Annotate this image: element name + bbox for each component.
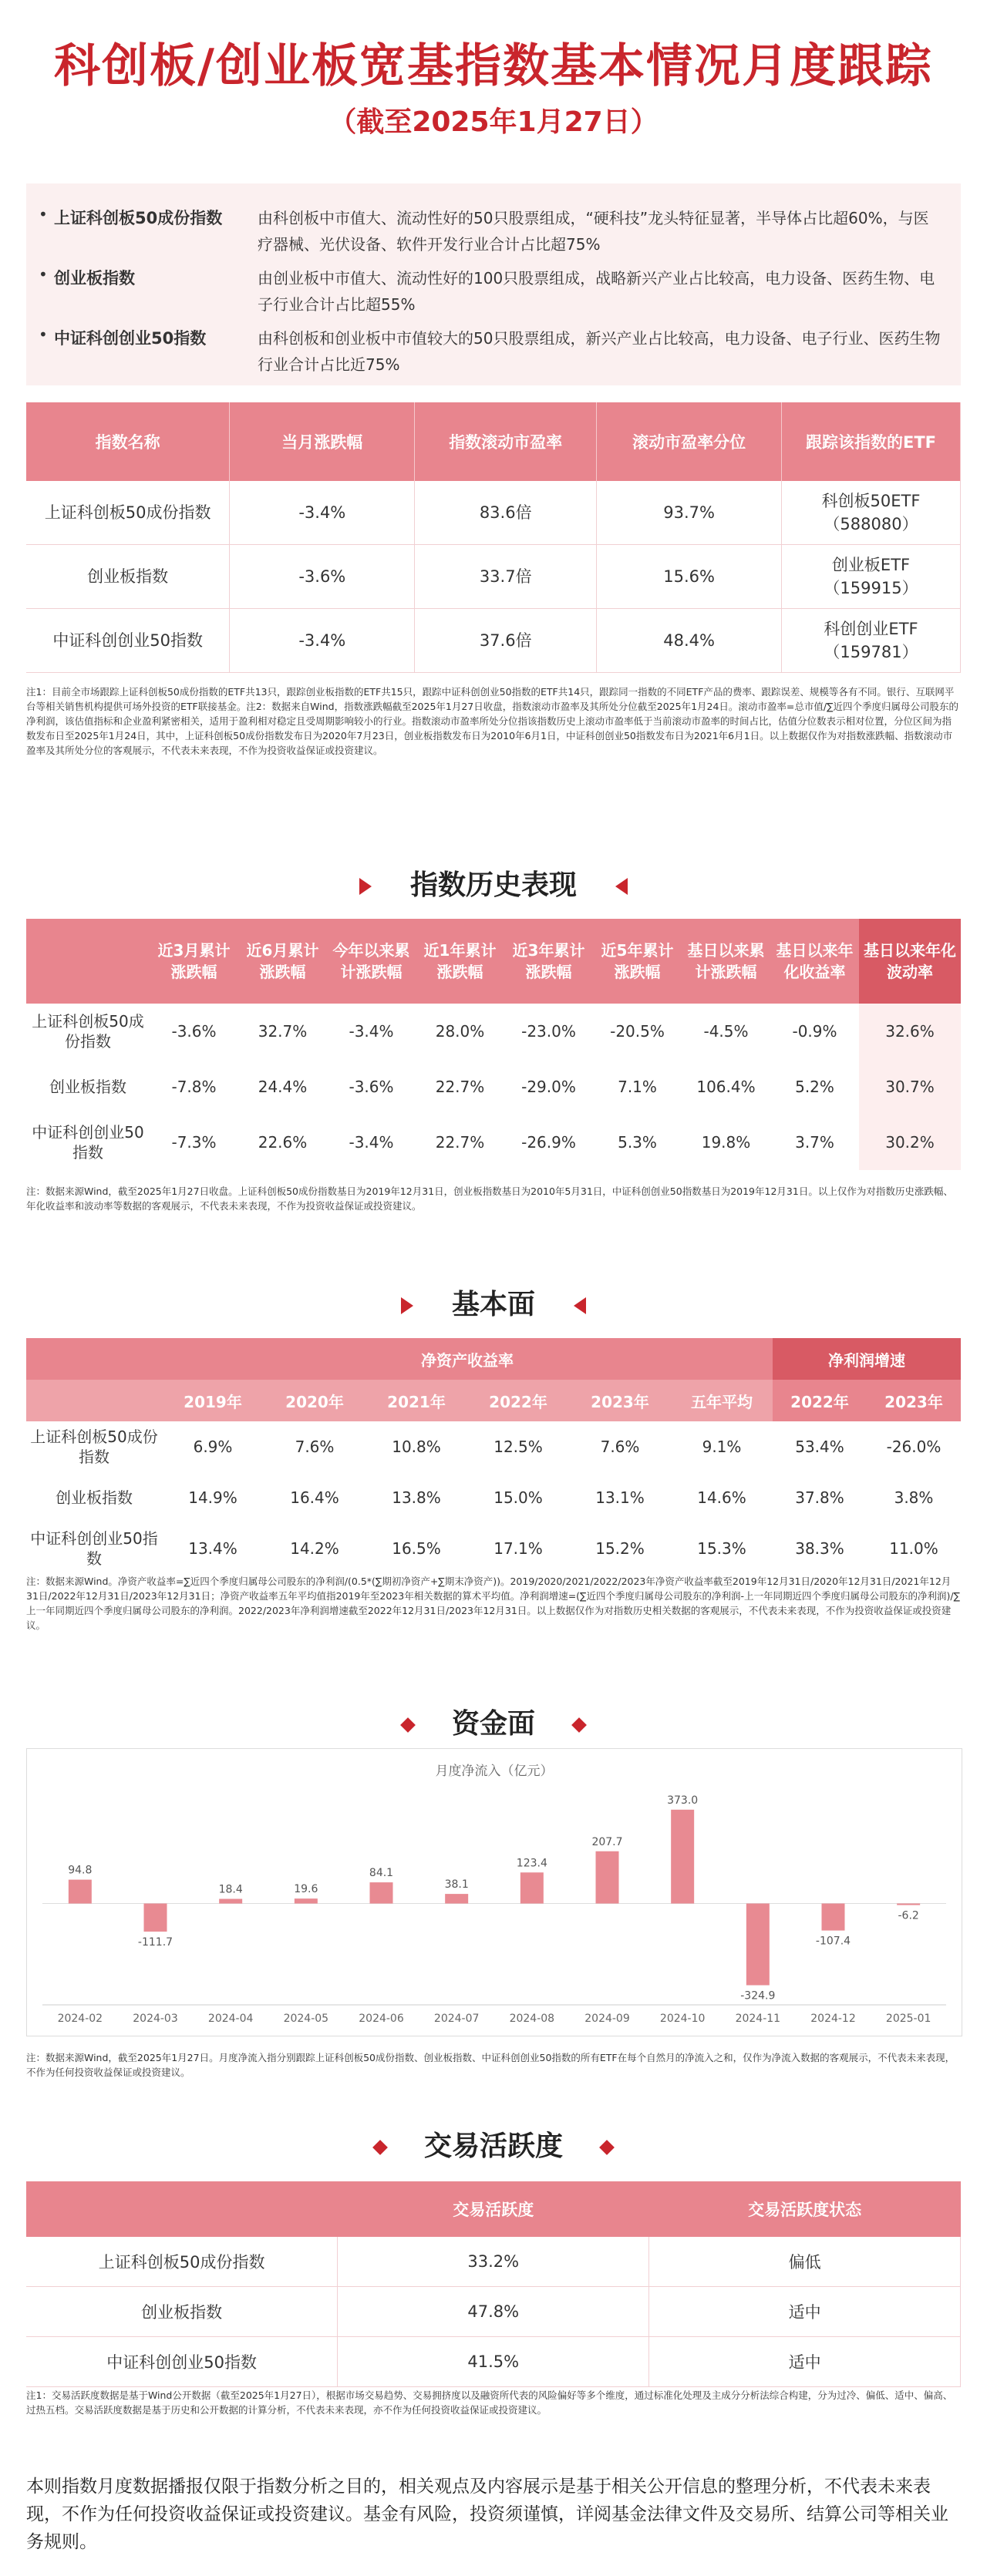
value-cell: -3.6% [171, 1022, 217, 1041]
history-note: 注：数据来源Wind，截至2025年1月27日收盘。上证科创板50成份指数基日为2019年12月31日，创业板指数基日为2010年5月31日，中证科创创业50指数基日为2019年12月31日。以上仅作为对指数历史涨跌幅、年化收益率和波动率等数据的客观展示，不代表未来表现，不作为投资收益保证或投资建议。 [26, 1185, 953, 1212]
chart-bar [671, 1810, 694, 1904]
activity-state-cell: 适中 [649, 2337, 961, 2387]
value-cell: 19.8% [701, 1133, 751, 1152]
table-row [26, 2237, 961, 2287]
value-cell: -20.5% [610, 1022, 665, 1041]
chart-data-label: -6.2 [898, 1909, 919, 1922]
value-cell: 14.2% [290, 1539, 339, 1558]
chart-tick-label: 2024-02 [57, 2013, 103, 2025]
value-cell: 16.5% [392, 1539, 441, 1558]
page-title: 科创板/创业板宽基指数基本情况月度跟踪 [54, 39, 933, 93]
fundflow-chart-box [26, 1748, 962, 2036]
table-header: 基日以来年化收益率 [770, 919, 859, 1004]
value-cell: 17.1% [494, 1539, 543, 1558]
chart-bar [219, 1899, 242, 1904]
chart-bar [822, 1904, 845, 1931]
etf-code: （159781） [824, 643, 918, 661]
chart-tick-label: 2024-10 [659, 2013, 706, 2025]
etf-code: （159915） [824, 579, 918, 597]
value-cell: 5.3% [618, 1133, 657, 1152]
table-row [26, 545, 961, 609]
chart-data-label: 19.6 [294, 1883, 318, 1896]
etf-cell [782, 609, 961, 673]
history-table [26, 919, 961, 1170]
net-profit-group-header: 净利润增速 [773, 1338, 961, 1380]
value-cell: 7.1% [618, 1078, 657, 1096]
chart-tick-label: 2024-04 [207, 2013, 254, 2025]
chart-tick-label: 2024-09 [584, 2013, 630, 2025]
value-cell: 53.4% [795, 1438, 844, 1456]
value-cell: -26.0% [886, 1438, 942, 1456]
etf-name: 科创创业ETF [824, 620, 918, 638]
table-header-row [26, 1380, 961, 1421]
value-cell: -26.9% [521, 1133, 576, 1152]
chart-bar [596, 1851, 619, 1904]
table-header: 指数滚动市盈率 [415, 402, 597, 481]
triangle-right-icon [401, 1297, 413, 1314]
table-row [26, 1004, 961, 1059]
table-header: 近6月累计涨跌幅 [238, 919, 327, 1004]
year-header: 2019年 [162, 1380, 264, 1421]
section-title-fundamentals [0, 1283, 987, 1322]
chart-bar [69, 1880, 92, 1904]
etf-cell [782, 545, 961, 609]
table-header: 今年以来累计涨跌幅 [327, 919, 416, 1004]
year-header: 五年平均 [671, 1380, 773, 1421]
pe-cell: 37.6倍 [415, 609, 597, 673]
index-intro-box [26, 183, 961, 385]
value-cell: -4.5% [703, 1022, 749, 1041]
fundflow-note: 注：数据来源Wind，截至2025年1月27日。月度净流入指分别跟踪上证科创板50成份指数、创业板指数、中证科创创业50指数的所有ETF在每个自然月的净流入之和，仅作为净流入数据的客观展示，不代表未来表现，不作为任何投资收益保证或投资建议。 [26, 2052, 955, 2078]
chart-tick-label: 2024-06 [359, 2013, 404, 2025]
value-cell: -0.9% [792, 1022, 837, 1041]
intro-index-name: 创业板指数 [54, 269, 135, 288]
etf-code: （588080） [824, 515, 918, 533]
index-name-cell: 中证科创创业50指数 [26, 609, 230, 673]
value-cell: 38.3% [795, 1539, 844, 1558]
chart-data-label: -324.9 [740, 1989, 776, 2003]
chart-data-label: 38.1 [444, 1878, 469, 1892]
pe-cell: 33.7倍 [415, 545, 597, 609]
section-title-text: 资金面 [451, 1708, 535, 1740]
chart-bar [295, 1898, 318, 1903]
overview-table [26, 402, 961, 673]
value-cell: 37.8% [795, 1488, 844, 1507]
index-name-cell: 创业板指数 [49, 1078, 126, 1096]
etf-name: 科创板50ETF [821, 492, 921, 510]
table-row [26, 481, 961, 545]
value-cell: -3.6% [349, 1078, 394, 1096]
activity-state-cell: 偏低 [649, 2237, 961, 2287]
value-cell: 22.7% [435, 1078, 485, 1096]
value-cell: 15.0% [494, 1488, 543, 1507]
value-cell: -7.3% [171, 1133, 217, 1152]
chart-bar [520, 1872, 544, 1903]
value-cell: 3.7% [795, 1133, 834, 1152]
disclaimer-footer: 本则指数月度数据播报仅限于指数分析之目的，相关观点及内容展示是基于相关公开信息的整理分析，不代表未来表现，不作为任何投资收益保证或投资建议。基金有风险，投资须谨慎，详阅基金法律文件及交易所、结算公司等相关业务规则。 [26, 2477, 948, 2552]
value-cell: 13.4% [188, 1539, 237, 1558]
value-cell: 6.9% [193, 1438, 233, 1456]
triangle-right-icon [359, 878, 372, 895]
chart-data-label: 373.0 [667, 1794, 699, 1807]
table-header: 基日以来年化波动率 [859, 919, 961, 1004]
intro-index-desc: 由创业板中市值大、流动性好的100只股票组成，战略新兴产业占比较高，电力设备、医药生物、电子行业合计占比超55% [258, 269, 935, 314]
chart-title: 月度净流入（亿元） [435, 1764, 554, 1779]
value-cell: 15.2% [595, 1539, 645, 1558]
value-cell: 32.7% [258, 1022, 308, 1041]
chart-bar [746, 1904, 770, 1986]
value-cell: 15.3% [697, 1539, 746, 1558]
section-title-text: 指数历史表现 [409, 869, 577, 901]
year-header: 2022年 [467, 1380, 569, 1421]
value-cell: 14.9% [188, 1488, 237, 1507]
table-header-row [26, 402, 961, 481]
value-cell: 32.6% [859, 1004, 961, 1059]
value-cell: -3.4% [349, 1133, 394, 1152]
year-header: 2022年 [773, 1380, 867, 1421]
value-cell: 13.8% [392, 1488, 441, 1507]
chart-tick-label: 2024-08 [509, 2013, 555, 2025]
table-header-row [26, 1338, 961, 1380]
chart-data-label: -111.7 [137, 1935, 173, 1949]
section-title-fundflow [0, 1702, 987, 1741]
value-cell: 22.7% [435, 1133, 485, 1152]
chart-data-label: 207.7 [591, 1835, 623, 1848]
value-cell: 30.2% [859, 1115, 961, 1170]
table-row [26, 2287, 961, 2337]
table-row [26, 1115, 961, 1170]
etf-name: 创业板ETF [831, 556, 911, 574]
diamond-icon [400, 1717, 416, 1733]
table-header [26, 919, 150, 1004]
table-header: 滚动市盈率分位 [597, 402, 782, 481]
monthly-change-cell: -3.6% [230, 545, 415, 609]
table-row [26, 1059, 961, 1115]
chart-data-label: 123.4 [516, 1857, 547, 1870]
value-cell: 16.4% [290, 1488, 339, 1507]
value-cell: -29.0% [521, 1078, 576, 1096]
index-name-cell: 上证科创板50成份指数 [26, 481, 230, 545]
section-title-activity [0, 2124, 987, 2164]
diamond-icon [599, 2140, 615, 2155]
value-cell: 12.5% [494, 1438, 543, 1456]
table-row [26, 609, 961, 673]
chart-bar [897, 1904, 920, 1905]
year-header: 2023年 [867, 1380, 961, 1421]
index-name-cell: 上证科创板50成份指数 [26, 2237, 338, 2287]
chart-tick-label: 2024-05 [283, 2013, 329, 2025]
value-cell: 9.1% [702, 1438, 742, 1456]
index-name-cell: 创业板指数 [26, 2287, 338, 2337]
table-header: 近3年累计涨跌幅 [504, 919, 593, 1004]
chart-tick-label: 2024-03 [133, 2013, 178, 2025]
value-cell: -23.0% [521, 1022, 576, 1041]
intro-index-desc: 由科创板中市值大、流动性好的50只股票组成，“硬科技”龙头特征显著，半导体占比超60%，与医疗器械、光伏设备、软件开发行业合计占比超75% [258, 209, 929, 254]
table-header: 指数名称 [26, 402, 230, 481]
monthly-change-cell: -3.4% [230, 609, 415, 673]
value-cell: 7.6% [295, 1438, 335, 1456]
bullet-icon: • [39, 325, 48, 344]
section-title-text: 基本面 [451, 1289, 535, 1320]
triangle-left-icon [615, 878, 628, 895]
roe-group-header: 净资产收益率 [162, 1338, 773, 1380]
table-header: 交易活跃度状态 [649, 2181, 961, 2237]
table-header-corner [26, 1380, 162, 1421]
index-name-cell: 上证科创板50成份指数 [32, 1012, 144, 1051]
pe-cell: 83.6倍 [415, 481, 597, 545]
activity-table [26, 2181, 961, 2387]
value-cell: 24.4% [258, 1078, 308, 1096]
value-cell: 28.0% [435, 1022, 485, 1041]
index-name-cell: 创业板指数 [56, 1488, 133, 1507]
table-row [26, 1523, 961, 1574]
diamond-icon [372, 2140, 388, 2155]
pe-percentile-cell: 93.7% [597, 481, 782, 545]
intro-index-name: 上证科创板50成份指数 [54, 209, 223, 227]
value-cell: 3.8% [894, 1488, 934, 1507]
monthly-change-cell: -3.4% [230, 481, 415, 545]
table-header: 基日以来累计涨跌幅 [682, 919, 770, 1004]
table-header: 近3月累计涨跌幅 [150, 919, 238, 1004]
table-header: 当月涨跌幅 [230, 402, 415, 481]
table-header [26, 2181, 338, 2237]
intro-index-desc: 由科创板和创业板中市值较大的50只股票组成，新兴产业占比较高，电力设备、电子行业、医药生物行业合计占比近75% [258, 329, 941, 374]
value-cell: 10.8% [392, 1438, 441, 1456]
bullet-icon: • [39, 205, 48, 224]
pe-percentile-cell: 48.4% [597, 609, 782, 673]
value-cell: 7.6% [600, 1438, 640, 1456]
diamond-icon [571, 1717, 587, 1733]
table-row [26, 2337, 961, 2387]
intro-index-name: 中证科创创业50指数 [54, 329, 207, 348]
index-name-cell: 上证科创板50成份指数 [30, 1428, 158, 1466]
value-cell: 22.6% [258, 1133, 308, 1152]
value-cell: 5.2% [795, 1078, 834, 1096]
chart-data-label: 84.1 [369, 1867, 394, 1880]
table-header-row [26, 919, 961, 1004]
value-cell: -3.4% [349, 1022, 394, 1041]
chart-tick-label: 2024-07 [433, 2013, 480, 2025]
chart-data-label: 18.4 [218, 1883, 243, 1896]
overview-note: 注1：目前全市场跟踪上证科创板50成份指数的ETF共13只，跟踪创业板指数的ETF共15只，跟踪中证科创创业50指数的ETF共14只，跟踪同一指数的不同ETF产品的费率、跟踪误差、规模等各有不同。银行、互联网平台等相关销售机构提供可场外投资的ETF联接基金。注2：数据来自Wind，指数涨跌幅截至2025年1月27日收盘，指数滚动市盈率及其所处分位截至2025年1月24日。滚动市盈率=总市值/∑近四个季度归属母公司股东的净利润，该估值指标和企业盈利紧密相关，适用于盈利相对稳定且受周期影响较小的行业。指数滚动市盈率所处分位指该指数历史上滚动市盈率低于当前滚动市盈率的时间占比，估值分位数表示相对位置，分位区间为指数发布日至2025年1月24日，其中，上证科创板50成份指数发布日为2020年7月23日，创业板指数发布日为2010年6月1日，中证科创创业50指数发布日为2021年6月1日。以上数据仅作为对指数涨跌幅、指数滚动市盈率及其所处分位的客观展示，不代表未来表现，不作为投资收益保证或投资建议。 [26, 686, 959, 756]
table-header-corner [26, 1338, 162, 1380]
chart-bar [445, 1894, 468, 1903]
activity-state-cell: 适中 [649, 2287, 961, 2337]
year-header: 2021年 [365, 1380, 467, 1421]
table-header-row [26, 2181, 961, 2237]
activity-value-cell: 41.5% [338, 2337, 649, 2387]
fundflow-chart [27, 1749, 962, 2036]
fundamentals-table [26, 1338, 961, 1574]
triangle-left-icon [574, 1297, 586, 1314]
pe-percentile-cell: 15.6% [597, 545, 782, 609]
activity-value-cell: 33.2% [338, 2237, 649, 2287]
fundamentals-note: 注：数据来源Wind。净资产收益率=∑近四个季度归属母公司股东的净利润/(0.5*(∑期初净资产+∑期末净资产))。2019/2020/2021/2022/2023年净资产收益率截至2019年12月31日/2020年12月31日/2021年12月31日/2022年12月31日/2023年12月31日；净资产收益率五年平均值指2019年至2023年相关数据的算术平均值。净利润增速=(∑近四个季度归属母公司股东的净利润-上一年同期近四个季度归属母公司股东的净利润)/∑上一年同期近四个季度归属母公司股东的净利润。2022/2023年净利润增速截至2022年12月31日/2023年12月31日。以上数据仅作为对指数历史相关数据的客观展示，不代表未来表现，不作为投资收益保证或投资建议。 [26, 1576, 960, 1631]
index-name-cell: 中证科创创业50指数 [32, 1123, 144, 1162]
activity-value-cell: 47.8% [338, 2287, 649, 2337]
index-name-cell: 中证科创创业50指数 [30, 1529, 158, 1568]
year-header: 2020年 [264, 1380, 365, 1421]
value-cell: -7.8% [171, 1078, 217, 1096]
activity-note: 注1：交易活跃度数据是基于Wind公开数据（截至2025年1月27日），根据市场交易趋势、交易拥挤度以及融资所代表的风险偏好等多个维度，通过标准化处理及主成分分析法综合构建，分为过冷、偏低、适中、偏高、过热五档。交易活跃度数据是基于历史和公开数据的计算分析，不代表未来表现，亦不作为任何投资收益保证或投资建议。 [26, 2389, 953, 2416]
value-cell: 13.1% [595, 1488, 645, 1507]
chart-data-label: -107.4 [815, 1935, 851, 1948]
etf-cell [782, 481, 961, 545]
table-header: 近5年累计涨跌幅 [593, 919, 682, 1004]
value-cell: 30.7% [859, 1059, 961, 1115]
table-header: 交易活跃度 [338, 2181, 649, 2237]
chart-data-label: 94.8 [68, 1864, 93, 1877]
index-name-cell: 创业板指数 [26, 545, 230, 609]
table-header: 跟踪该指数的ETF [782, 402, 961, 481]
year-header: 2023年 [569, 1380, 671, 1421]
table-row [26, 1421, 961, 1472]
section-title-text: 交易活跃度 [423, 2130, 563, 2162]
index-name-cell: 中证科创创业50指数 [26, 2337, 338, 2387]
section-title-history [0, 863, 987, 903]
value-cell: 106.4% [696, 1078, 756, 1096]
value-cell: 11.0% [889, 1539, 938, 1558]
table-row [26, 1472, 961, 1523]
table-header: 近1年累计涨跌幅 [416, 919, 504, 1004]
bullet-icon: • [39, 265, 48, 284]
chart-bar [370, 1882, 393, 1903]
chart-tick-label: 2024-12 [810, 2013, 856, 2025]
chart-tick-label: 2025-01 [885, 2013, 931, 2025]
chart-bars [58, 1794, 931, 2025]
value-cell: 14.6% [697, 1488, 746, 1507]
chart-tick-label: 2024-11 [735, 2013, 781, 2025]
page-subtitle: （截至2025年1月27日） [328, 106, 659, 138]
chart-bar [144, 1904, 167, 1932]
